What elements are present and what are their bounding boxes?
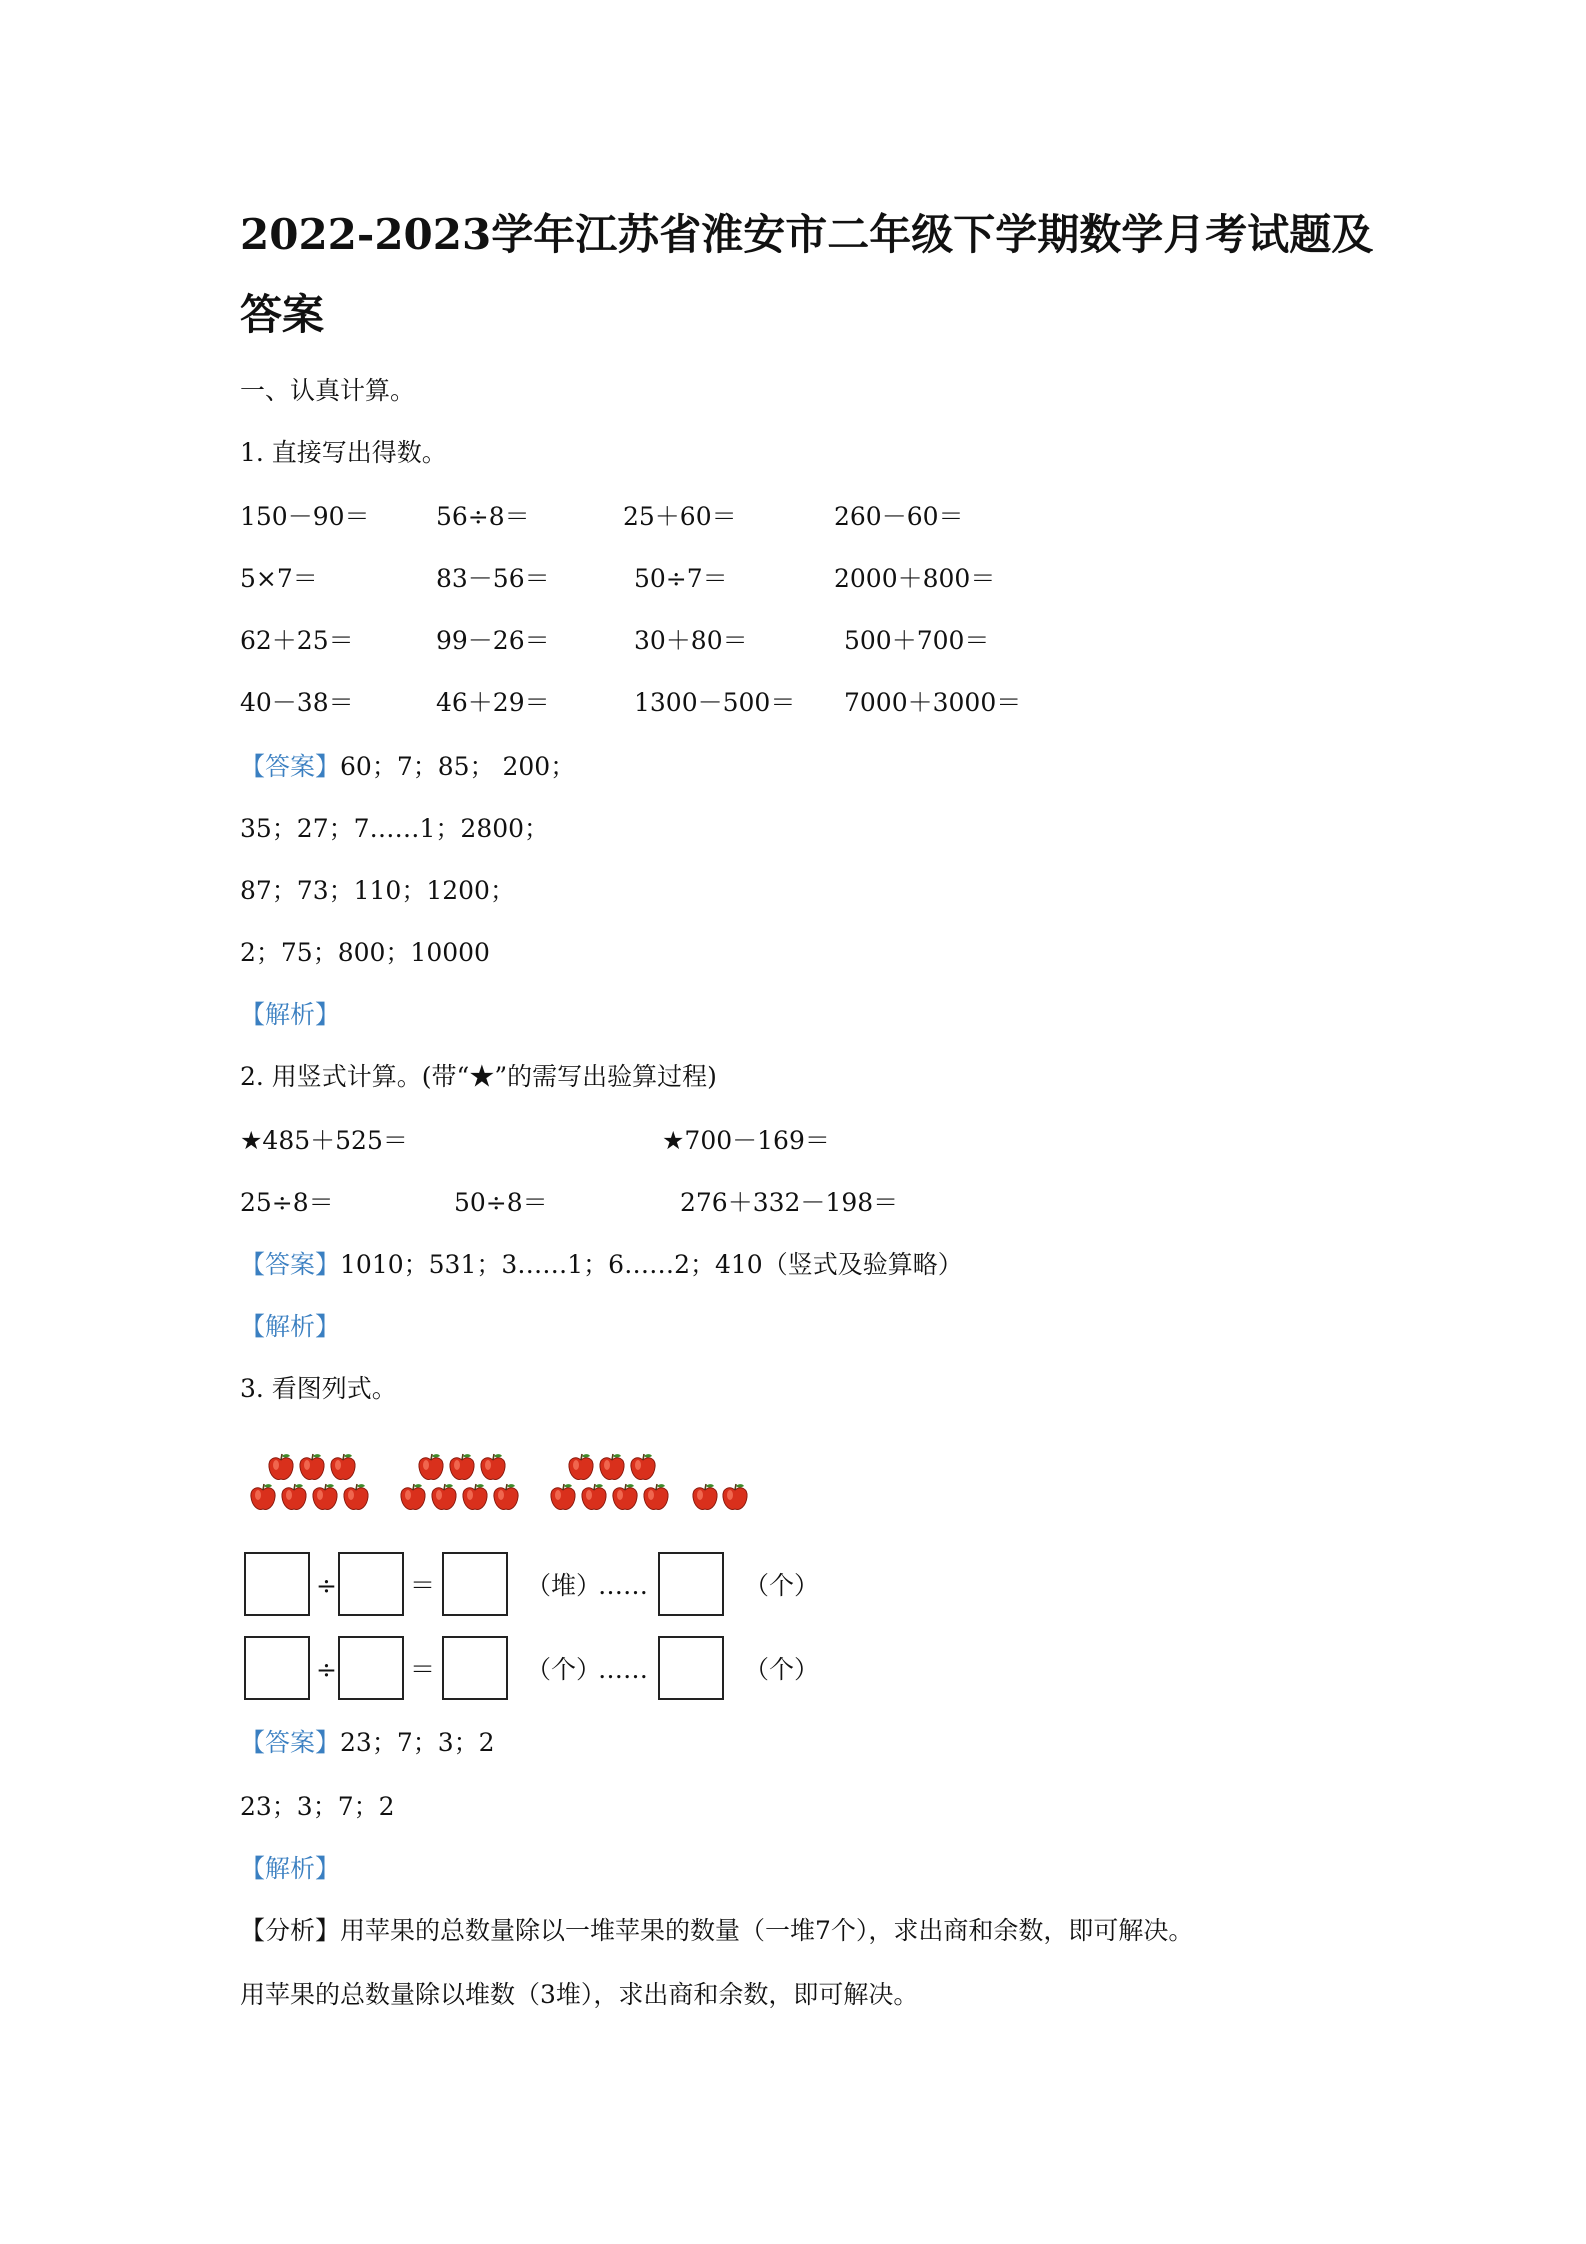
equals-sign: ＝	[410, 1571, 436, 1600]
unit-label: （个）	[744, 1571, 820, 1600]
q1-analysis-tag: 【解析】	[240, 1000, 341, 1029]
answer-text: 1010；531；3……1；6……2；410（竖式及验算略）	[340, 1250, 963, 1279]
q3-answer-line: 23；3；7；2	[240, 1792, 395, 1821]
q3-analysis-tag: 【解析】	[240, 1854, 341, 1883]
apple-icon	[248, 1482, 278, 1512]
q3-answer	[240, 1728, 495, 1758]
answer-text: 23；7；3；2	[340, 1728, 495, 1757]
q2-title: 2. 用竖式计算。(带“★”的需写出验算过程)	[240, 1062, 717, 1091]
apple-icon	[579, 1482, 609, 1512]
q2-expr: ★700－169＝	[662, 1126, 830, 1155]
answer-tag: 【答案】	[240, 1250, 341, 1279]
answer-box[interactable]	[338, 1552, 404, 1616]
apple-icon	[478, 1452, 508, 1482]
answer-tag: 【答案】	[240, 1728, 341, 1757]
apple-icon	[491, 1482, 521, 1512]
answer-text: 60；7；85； 200；	[340, 752, 576, 781]
answer-tag: 【答案】	[240, 752, 341, 781]
remainder-dots: ……	[598, 1571, 648, 1600]
q2-expr: 25÷8＝	[240, 1188, 334, 1217]
q2-expr: 50÷8＝	[454, 1188, 548, 1217]
apple-icon	[328, 1452, 358, 1482]
q2-analysis-tag: 【解析】	[240, 1312, 341, 1341]
apple-icon	[566, 1452, 596, 1482]
apple-icon	[416, 1452, 446, 1482]
q1-answer-line: 35；27；7……1；2800；	[240, 814, 550, 843]
q1-expr: 2000＋800＝	[834, 564, 996, 593]
fenxi-text: 用苹果的总数量除以一堆苹果的数量（一堆7个），求出商和余数，即可解决。	[340, 1916, 1194, 1945]
q1-expr: 40－38＝	[240, 688, 354, 717]
q1-answer-line: 2；75；800；10000	[240, 938, 490, 967]
answer-box[interactable]	[658, 1552, 724, 1616]
q1-expr: 30＋80＝	[634, 626, 748, 655]
q1-expr: 50÷7＝	[634, 564, 728, 593]
q1-expr: 99－26＝	[436, 626, 550, 655]
answer-box[interactable]	[244, 1636, 310, 1700]
apple-icon	[610, 1482, 640, 1512]
q2-expr: 276＋332－198＝	[680, 1188, 899, 1217]
document-title-line1: 2022-2023学年江苏省淮安市二年级下学期数学月考试题及	[240, 210, 1374, 259]
apple-icon	[266, 1452, 296, 1482]
divide-sign: ÷	[316, 1571, 337, 1600]
unit-label: （个）	[744, 1655, 820, 1684]
q1-expr: 1300－500＝	[634, 688, 796, 717]
equals-sign: ＝	[410, 1655, 436, 1684]
q1-expr: 260－60＝	[834, 502, 964, 531]
apple-icon	[628, 1452, 658, 1482]
unit-label: （堆）	[526, 1571, 602, 1600]
divide-sign: ÷	[316, 1655, 337, 1684]
answer-box[interactable]	[338, 1636, 404, 1700]
q3-fenxi	[240, 1916, 1193, 1946]
q1-expr: 62＋25＝	[240, 626, 354, 655]
fenxi-tag: 【分析】	[240, 1916, 341, 1945]
apple-icon	[690, 1482, 720, 1512]
apple-icon	[297, 1452, 327, 1482]
apple-icon	[429, 1482, 459, 1512]
remainder-dots: ……	[598, 1655, 648, 1684]
answer-box[interactable]	[658, 1636, 724, 1700]
answer-box[interactable]	[244, 1552, 310, 1616]
apple-icon	[597, 1452, 627, 1482]
document-title-line2: 答案	[240, 290, 325, 339]
q1-expr: 7000＋3000＝	[844, 688, 1022, 717]
q1-expr: 150－90＝	[240, 502, 370, 531]
answer-box[interactable]	[442, 1552, 508, 1616]
q1-expr: 83－56＝	[436, 564, 550, 593]
apple-icon	[279, 1482, 309, 1512]
apple-icon	[641, 1482, 671, 1512]
apple-icon	[447, 1452, 477, 1482]
q3-fenxi-line2: 用苹果的总数量除以堆数（3堆），求出商和余数，即可解决。	[240, 1980, 919, 2009]
q1-expr: 5×7＝	[240, 564, 318, 593]
apple-icon	[548, 1482, 578, 1512]
answer-box[interactable]	[442, 1636, 508, 1700]
unit-label: （个）	[526, 1655, 602, 1684]
q3-title: 3. 看图列式。	[240, 1374, 397, 1403]
q2-expr: ★485＋525＝	[240, 1126, 408, 1155]
q1-expr: 25＋60＝	[623, 502, 737, 531]
apple-icon	[310, 1482, 340, 1512]
apple-icon	[720, 1482, 750, 1512]
section-heading: 一、认真计算。	[240, 376, 416, 405]
q1-expr: 46＋29＝	[436, 688, 550, 717]
q2-answer	[240, 1250, 963, 1280]
apple-icon	[398, 1482, 428, 1512]
q1-expr: 56÷8＝	[436, 502, 530, 531]
q1-title: 1. 直接写出得数。	[240, 438, 447, 467]
apple-icon	[341, 1482, 371, 1512]
q1-expr: 500＋700＝	[844, 626, 990, 655]
q1-answer	[240, 752, 575, 782]
apple-icon	[460, 1482, 490, 1512]
q1-answer-line: 87；73；110；1200；	[240, 876, 515, 905]
